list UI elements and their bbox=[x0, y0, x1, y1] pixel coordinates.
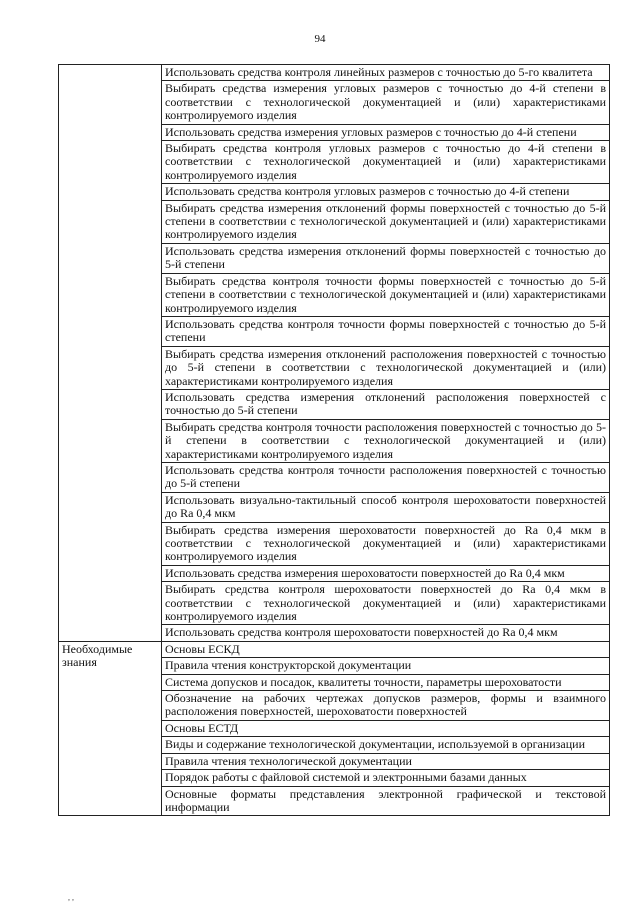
skill-item: Выбирать средства контроля точности расположения поверхностей с точностью до 5-й степени в соответствии с технологической документацией и (или) характеристиками контролируемого изделия bbox=[162, 419, 610, 462]
knowledge-item: Порядок работы с файловой системой и электронными базами данных bbox=[162, 770, 610, 786]
knowledge-label: Необходимые знания bbox=[59, 641, 162, 815]
table-row bbox=[59, 641, 610, 657]
skill-item: Использовать средства контроля точности расположения поверхностей с точностью до 5-й степени bbox=[162, 462, 610, 492]
skill-item: Использовать средства измерения отклонений формы поверхностей с точностью до 5-й степени bbox=[162, 243, 610, 273]
competency-table bbox=[58, 64, 610, 816]
skill-item: Использовать средства контроля линейных размеров с точностью до 5-го квалитета bbox=[162, 65, 610, 81]
skills-section bbox=[59, 65, 610, 642]
skill-item: Выбирать средства измерения угловых размеров с точностью до 4-й степени в соответствии с технологической документацией и (или) характеристиками контролируемого изделия bbox=[162, 81, 610, 124]
knowledge-item: Виды и содержание технологической документации, используемой в организации bbox=[162, 737, 610, 753]
skill-item: Выбирать средства измерения шероховатости поверхностей до Ra 0,4 мкм в соответствии с технологической документацией и (или) характеристиками контролируемого изделия bbox=[162, 522, 610, 565]
skill-item: Выбирать средства измерения отклонений формы поверхностей с точностью до 5-й степени в соответствии с технологической документацией и (или) характеристиками контролируемого изделия bbox=[162, 200, 610, 243]
skill-item: Выбирать средства контроля точности формы поверхностей с точностью до 5-й степени в соответствии с технологической документацией и (или) характеристиками контролируемого изделия bbox=[162, 273, 610, 316]
skill-item: Выбирать средства контроля шероховатости поверхностей до Ra 0,4 мкм в соответствии с технологической документацией и (или) характеристиками контролируемого изделия bbox=[162, 582, 610, 625]
skill-item: Использовать средства измерения шероховатости поверхностей до Ra 0,4 мкм bbox=[162, 565, 610, 581]
table-row bbox=[59, 65, 610, 81]
knowledge-item: Основы ЕСТД bbox=[162, 720, 610, 736]
knowledge-item: Основы ЕСКД bbox=[162, 641, 610, 657]
knowledge-item: Обозначение на рабочих чертежах допусков размеров, формы и взаимного расположения поверхностей, шероховатости поверхностей bbox=[162, 691, 610, 721]
skill-item: Использовать средства контроля шероховатости поверхностей до Ra 0,4 мкм bbox=[162, 625, 610, 641]
knowledge-item: Основные форматы представления электронной графической и текстовой информации bbox=[162, 786, 610, 816]
skill-item: Использовать средства измерения отклонений расположения поверхностей с точностью до 5-й степени bbox=[162, 389, 610, 419]
skill-item: Выбирать средства измерения отклонений расположения поверхностей с точностью до 5-й степени в соответствии с технологической документацией и (или) характеристиками контролируемого изделия bbox=[162, 346, 610, 389]
skill-item: Выбирать средства контроля угловых размеров с точностью до 4-й степени в соответствии с технологической документацией и (или) характеристиками контролируемого изделия bbox=[162, 141, 610, 184]
skill-item: Использовать визуально-тактильный способ контроля шероховатости поверхностей до Ra 0,4 мкм bbox=[162, 492, 610, 522]
knowledge-item: Система допусков и посадок, квалитеты точности, параметры шероховатости bbox=[162, 674, 610, 690]
skill-item: Использовать средства контроля угловых размеров с точностью до 4-й степени bbox=[162, 184, 610, 200]
knowledge-section bbox=[59, 641, 610, 815]
knowledge-item: Правила чтения технологической документации bbox=[162, 753, 610, 769]
skill-item: Использовать средства измерения угловых размеров с точностью до 4-й степени bbox=[162, 124, 610, 140]
page-number: 94 bbox=[314, 33, 326, 45]
scan-mark: , , bbox=[68, 893, 74, 902]
skill-item: Использовать средства контроля точности формы поверхностей с точностью до 5-й степени bbox=[162, 316, 610, 346]
knowledge-item: Правила чтения конструкторской документации bbox=[162, 658, 610, 674]
skills-label-cell bbox=[59, 65, 162, 642]
